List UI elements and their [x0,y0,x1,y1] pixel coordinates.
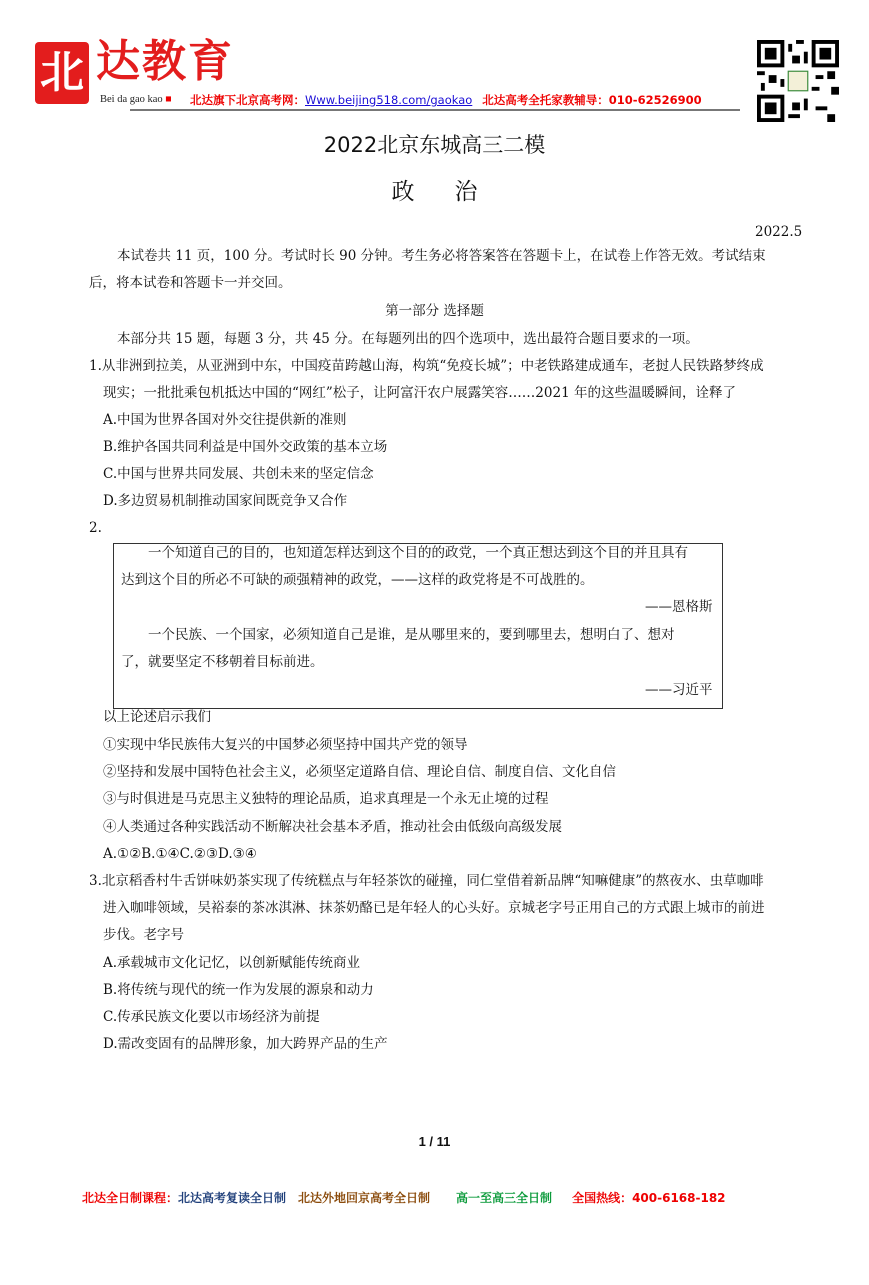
intro-line: 本试卷共 11 页，100 分。考试时长 90 分钟。考生务必将答案答在答题卡上，在试卷上作答无效。考试结束 [117,248,766,264]
q1-stem: 现实；一批批乘包机抵达中国的“网红”松子，让阿富汗农户展露笑容……2021 年的这些温暖瞬间，诠释了 [103,385,736,401]
footer-course-1: 北达高考复读全日制 [178,1191,287,1205]
q2-item: ①实现中华民族伟大复兴的中国梦必须坚持中国共产党的领导 [103,737,468,753]
q3-option-a: A.承载城市文化记忆，以创新赋能传统商业 [103,955,361,971]
q3-stem: 步伐。老字号 [103,927,184,943]
q3-stem: 进入咖啡领域，吴裕泰的茶冰淇淋、抹茶奶酪已是年轻人的心头好。京城老字号正用自己的方式跟上城市的前进 [103,900,765,916]
section-heading: 第一部分 选择题 [385,303,484,319]
logo-sub: Bei da gao kao [100,94,163,105]
q3-option-c: C.传承民族文化要以市场经济为前提 [103,1009,320,1025]
site-label: 北达旗下北京高考网： [190,93,305,107]
intro-line: 后，将本试卷和答题卡一并交回。 [89,275,292,291]
site-link[interactable]: Www.beijing518.com/gaokao [305,93,473,107]
footer-course-2: 北达外地回京高考全日制 [298,1191,431,1205]
footer [82,1189,738,1206]
subject-title: 政治 [391,179,518,205]
quote-line: 一个知道自己的目的，也知道怎样达到这个目的的政党，一个真正想达到这个目的并且具有 [148,545,688,561]
header-info [190,93,702,107]
section-desc: 本部分共 15 题，每题 3 分，共 45 分。在每题列出的四个选项中，选出最符合题目要求的一项。 [117,331,699,347]
tutor-label: 北达高考全托家教辅导：010-62526900 [482,93,702,107]
quote-author: ——恩格斯 [645,599,713,615]
logo-subtitle: Bei da gao kao ■ [100,94,172,105]
q3-option-b: B.将传统与现代的统一作为发展的源泉和动力 [103,982,374,998]
qr-code [757,40,839,122]
q2-item: ④人类通过各种实践活动不断解决社会基本矛盾，推动社会由低级向高级发展 [103,819,562,835]
exam-date: 2022.5 [755,224,803,240]
quote-line: 一个民族、一个国家，必须知道自己是谁，是从哪里来的，要到哪里去，想明白了、想对 [148,627,675,643]
page-title: 2022北京东城高三二模 [323,133,546,157]
header-rule [130,109,740,111]
q3-option-d: D.需改变固有的品牌形象，加大跨界产品的生产 [103,1036,388,1052]
q3-stem: 3.北京稻香村牛舌饼味奶茶实现了传统糕点与年轻茶饮的碰撞，同仁堂借着新品牌“知嘛健康”的熬夜水、虫草咖啡 [89,873,764,889]
q1-option-a: A.中国为世界各国对外交往提供新的准则 [103,412,347,428]
logo-mark: 北 [35,42,89,104]
footer-hotline: 全国热线：400-6168-182 [572,1191,726,1205]
q2-options: A.①②B.①④C.②③D.③④ [103,846,257,862]
q1-option-b: B.维护各国共同利益是中国外交政策的基本立场 [103,439,388,455]
quote-line: 了，就要坚定不移朝着目标前进。 [121,654,324,670]
quote-line: 达到这个目的所必不可缺的顽强精神的政党，——这样的政党将是不可战胜的。 [121,572,594,588]
footer-course-3: 高一至高三全日制 [456,1191,553,1205]
quote-author: ——习近平 [645,682,713,698]
q2-item: ③与时俱进是马克思主义独特的理论品质，追求真理是一个永无止境的过程 [103,791,549,807]
q2-item: ②坚持和发展中国特色社会主义，必须坚定道路自信、理论自信、制度自信、文化自信 [103,764,616,780]
logo-text: 达教育 [96,36,234,87]
page-number: 1 / 11 [418,1134,451,1149]
q1-stem: 1.从非洲到拉美，从亚洲到中东，中国疫苗跨越山海，构筑“免疫长城”；中老铁路建成通车，老挝人民铁路梦终成 [89,358,764,374]
footer-label: 北达全日制课程： [82,1191,179,1205]
q2-prompt: 以上论述启示我们 [103,709,211,725]
q1-option-d: D.多边贸易机制推动国家间既竞争又合作 [103,493,348,509]
q2-number: 2. [89,520,102,536]
q1-option-c: C.中国与世界共同发展、共创未来的坚定信念 [103,466,374,482]
